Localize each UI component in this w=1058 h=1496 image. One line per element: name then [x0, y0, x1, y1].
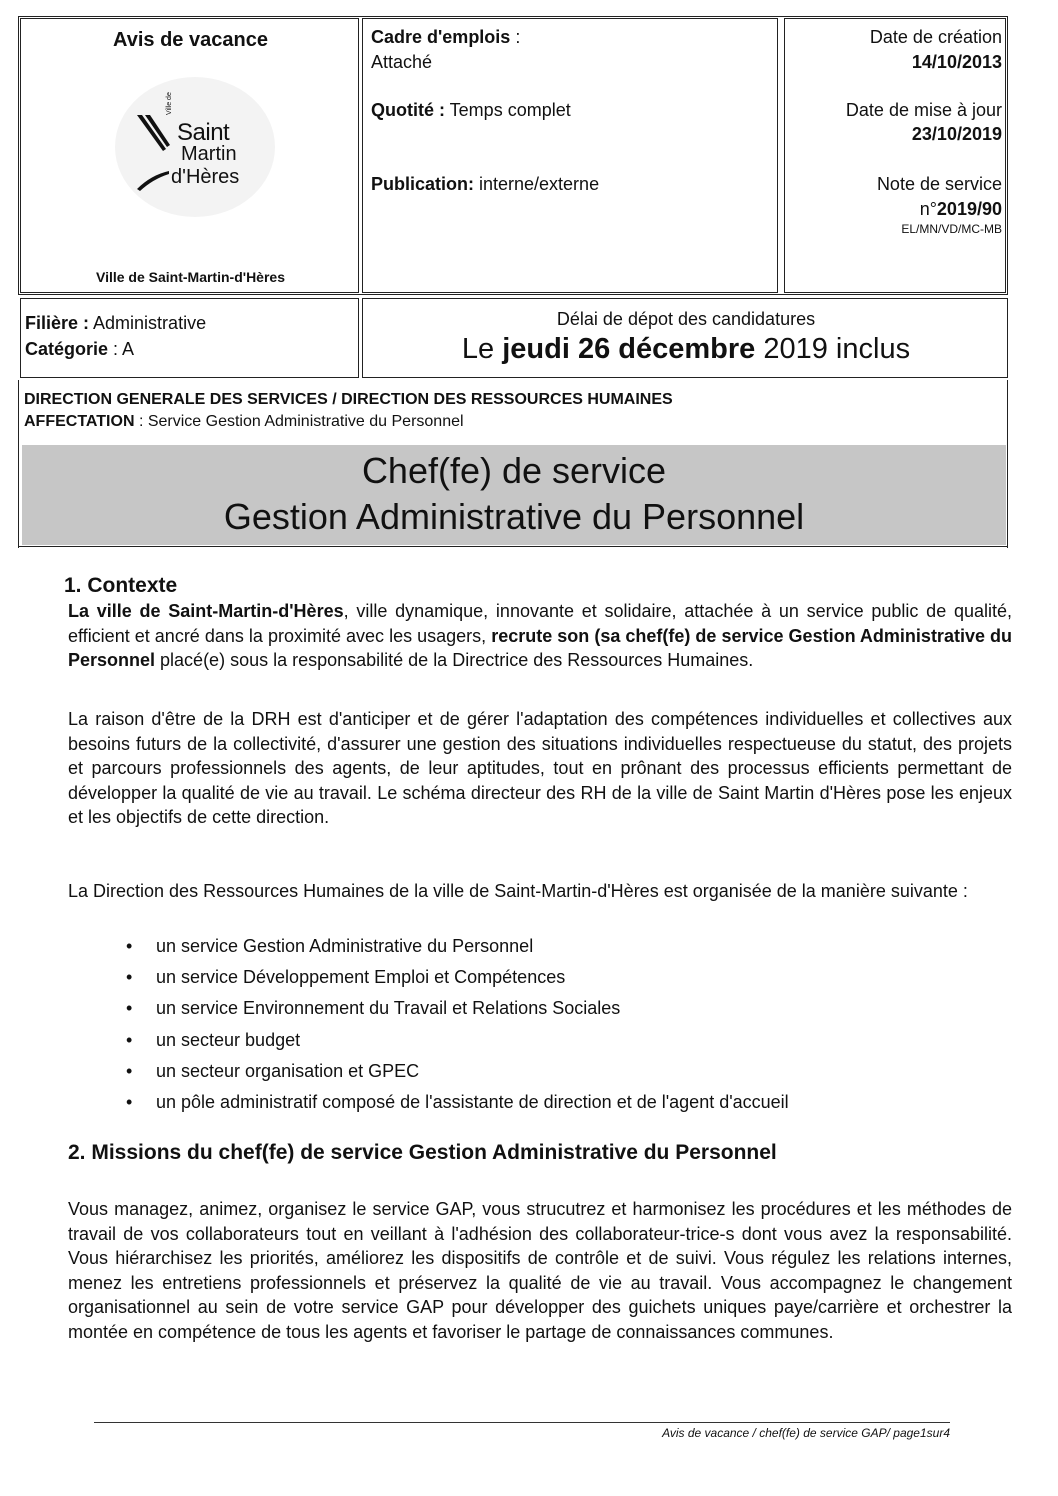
section-1-title: 1. Contexte — [64, 574, 178, 597]
creation-value: 14/10/2013 — [911, 52, 1002, 72]
header-right-cell — [784, 18, 1006, 293]
delai-label: Délai de dépot des candidatures — [556, 309, 816, 329]
filiere-cell — [20, 298, 359, 378]
drh-structure-list — [120, 931, 789, 1118]
footer-rule — [94, 1422, 950, 1423]
creation-label: Date de création — [869, 27, 1002, 47]
affectation-line: AFFECTATION : Service Gestion Administrative du Personnel — [24, 413, 464, 430]
header-left-cell — [20, 18, 359, 293]
publication-line: Publication: interne/externe — [371, 174, 600, 194]
quotite-line: Quotité : Temps complet — [371, 100, 571, 120]
header-middle-cell — [362, 18, 778, 293]
note-ref: EL/MN/VD/MC-MB — [901, 222, 1002, 236]
list-item: • un pôle administratif composé de l'assistante de direction et de l'agent d'accueil — [120, 1087, 789, 1118]
logo-mark-icon — [133, 113, 173, 193]
filiere-line: Filière : Administrative — [25, 313, 207, 333]
header-title: Avis de vacance — [113, 29, 268, 51]
delai-cell — [362, 298, 1008, 378]
cadre-line: Cadre d'emplois : — [371, 27, 521, 47]
banner-bottom-rule — [18, 546, 1008, 547]
maj-label: Date de mise à jour — [845, 100, 1002, 120]
cadre-value: Attaché — [371, 52, 433, 72]
job-title-banner — [22, 445, 1006, 545]
job-title-line-2: Gestion Administrative du Personnel — [223, 496, 805, 537]
logo — [125, 91, 275, 211]
list-item: • un service Environnement du Travail et Relations Sociales — [120, 993, 789, 1024]
footer-text: Avis de vacance / chef(fe) de service GAP/ page1sur4 — [662, 1426, 950, 1440]
list-item: • un secteur organisation et GPEC — [120, 1056, 789, 1087]
section-1-paragraph-2: La raison d'être de la DRH est d'anticiper et de gérer l'adaptation des compétences individuelles et collectives aux besoins futurs de la collectivité, d'assurer une gestion des situations individuelles respectueuse du statut, des projets et parcours professionnels des agents, de leur aptitudes, tout en prônant des processus efficients permettant de développer la qualité de vie au travail. Le schéma directeur des RH de la ville de Saint Martin d'Hères pose les enjeux et les objectifs de cette direction. — [68, 709, 1012, 828]
logo-line-1: Saint — [177, 119, 230, 146]
job-title-line-1: Chef(fe) de service — [361, 450, 667, 491]
direction-line: DIRECTION GENERALE DES SERVICES / DIRECTION DES RESSOURCES HUMAINES — [24, 391, 673, 408]
section-2-title: 2. Missions du chef(fe) de service Gestion Administrative du Personnel — [68, 1141, 777, 1164]
org-caption: Ville de Saint-Martin-d'Hères — [95, 269, 285, 285]
section-1-paragraph-3: La Direction des Ressources Humaines de la ville de Saint-Martin-d'Hères est organisée de la manière suivante : — [68, 881, 968, 901]
list-item: • un service Gestion Administrative du Personnel — [120, 931, 789, 962]
section-2-paragraph-1: Vous managez, animez, organisez le service GAP, vous strucutrez et harmonisez les procédures et les méthodes de travail de vos collaborateurs tout en veillant à l'adhésion des collaborateur-trice-s dont vous avez la responsabilité. Vous hiérarchisez les priorités, améliorez les dispositifs de contrôle et de suivi. Vous régulez les relations internes, menez les entretiens professionnels et préservez la qualité de vie au travail. Vous accompagnez le changement organisationnel au sein de votre service GAP pour développer des guichets uniques paye/carrière et orchestrer la montée en compétence de tous les agents et favoriser le partage de connaissances communes. — [68, 1199, 1012, 1342]
list-item: • un service Développement Emploi et Compétences — [120, 962, 789, 993]
deadline-date: Le jeudi 26 décembre 2019 inclus — [461, 333, 911, 365]
note-number: n°2019/90 — [919, 199, 1002, 219]
section-1-paragraph-1: La ville de Saint-Martin-d'Hères, ville dynamique, innovante et solidaire, attachée à un service public de qualité, efficient et ancré dans la proximité avec les usagers, recrute son (sa chef(fe) de service Gestion Administrative du Personnel placé(e) sous la responsabilité de la Directrice des Ressources Humaines. — [68, 601, 1012, 671]
logo-line-2: Martin — [181, 143, 237, 165]
categorie-line: Catégorie : A — [25, 339, 135, 359]
list-item: • un secteur budget — [120, 1025, 789, 1056]
note-label: Note de service — [876, 174, 1002, 194]
logo-line-3: d'Hères — [171, 166, 240, 188]
maj-value: 23/10/2019 — [911, 124, 1002, 144]
logo-small-text: Ville de — [166, 92, 173, 115]
